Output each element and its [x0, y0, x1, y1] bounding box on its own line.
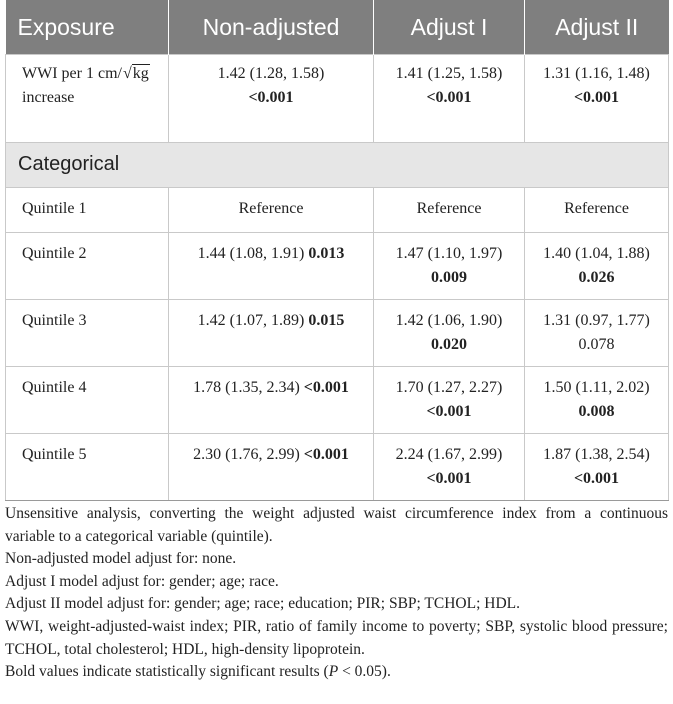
cell-estimate: 1.42 (1.28, 1.58)	[217, 65, 325, 82]
cell-p-value: <0.001	[303, 379, 349, 396]
header-row	[6, 0, 669, 55]
cell-p-value: 0.020	[431, 336, 467, 353]
cell-p-value: <0.001	[426, 470, 472, 487]
note-bold-p: P	[328, 663, 339, 681]
cell-estimate: 1.70 (1.27, 2.27)	[395, 379, 503, 396]
cell-p-value: <0.001	[426, 89, 472, 106]
quintile-label: Quintile 5	[6, 434, 169, 501]
cell-estimate: 2.30 (1.76, 2.99)	[193, 446, 300, 463]
header-adjust-2: Adjust II	[525, 0, 669, 55]
cell-p-value: <0.001	[573, 89, 620, 106]
note-adjust-1: Adjust I model adjust for: gender; age; race.	[5, 572, 279, 590]
cell-estimate: 2.24 (1.67, 2.99)	[395, 446, 503, 463]
cell-p-value: <0.001	[426, 403, 472, 420]
note-bold-suffix: < 0.05).	[338, 663, 391, 681]
estimate-cell	[169, 367, 374, 434]
wwi-label-root: kg	[132, 65, 149, 82]
reference-cell: Reference	[374, 188, 525, 233]
wwi-label-prefix: WWI per 1 cm/	[22, 65, 122, 82]
quintile-row	[6, 434, 669, 501]
quintile-label: Quintile 1	[6, 188, 169, 233]
cell-estimate: 1.44 (1.08, 1.91)	[197, 245, 305, 262]
header-exposure: Exposure	[6, 0, 169, 55]
table-footnotes	[5, 503, 668, 684]
note-bold-values	[5, 661, 668, 684]
cell-p-value: 0.026	[578, 269, 615, 286]
wwi-adjust-1	[374, 55, 525, 143]
estimate-cell	[169, 434, 374, 501]
results-table	[5, 0, 669, 501]
estimate-cell	[525, 233, 669, 300]
estimate-cell	[525, 300, 669, 367]
cell-estimate: 1.42 (1.06, 1.90)	[395, 312, 503, 329]
quintile-1-row	[6, 188, 669, 233]
estimate-cell	[169, 300, 374, 367]
cell-p-value: 0.078	[578, 336, 615, 353]
note-bold-prefix: Bold values indicate statistically significant results (	[5, 663, 329, 681]
header-adjust-1: Adjust I	[374, 0, 525, 55]
estimate-cell	[374, 300, 525, 367]
estimate-cell	[525, 367, 669, 434]
cell-estimate: 1.78 (1.35, 2.34)	[193, 379, 300, 396]
wwi-row	[6, 55, 669, 143]
cell-estimate: 1.31 (0.97, 1.77)	[543, 312, 650, 329]
wwi-label-suffix: increase	[22, 89, 75, 106]
cell-p-value: <0.001	[248, 89, 294, 106]
quintile-row	[6, 233, 669, 300]
category-row	[6, 143, 669, 188]
cell-estimate: 1.31 (1.16, 1.48)	[543, 65, 650, 82]
quintile-body	[6, 233, 669, 501]
reference-cell: Reference	[525, 188, 669, 233]
quintile-label: Quintile 4	[6, 367, 169, 434]
wwi-non-adjusted	[169, 55, 374, 143]
quintile-row	[6, 367, 669, 434]
header-non-adjusted: Non-adjusted	[169, 0, 374, 55]
estimate-cell	[374, 367, 525, 434]
sqrt-symbol: √kg	[122, 65, 149, 82]
quintile-label: Quintile 3	[6, 300, 169, 367]
cell-p-value: 0.015	[308, 312, 345, 329]
wwi-adjust-2	[525, 55, 669, 143]
reference-cell: Reference	[169, 188, 374, 233]
note-nonadjusted: Non-adjusted model adjust for: none.	[5, 550, 237, 568]
estimate-cell	[169, 233, 374, 300]
cell-estimate: 1.87 (1.38, 2.54)	[543, 446, 650, 463]
wwi-label	[6, 55, 169, 143]
quintile-row	[6, 300, 669, 367]
cell-p-value: 0.013	[308, 245, 345, 262]
note-abbreviations: WWI, weight-adjusted-waist index; PIR, ratio of family income to poverty; SBP, systolic blood pressure; TCHOL, total cholesterol; HDL, high-density lipoprotein.	[5, 617, 668, 658]
estimate-cell	[525, 434, 669, 501]
estimate-cell	[374, 233, 525, 300]
cell-estimate: 1.42 (1.07, 1.89)	[197, 312, 305, 329]
cell-p-value: <0.001	[303, 446, 349, 463]
note-sensitivity: Unsensitive analysis, converting the weight adjusted waist circumference index from a continuous variable to a categorical variable (quintile).	[5, 505, 668, 545]
cell-estimate: 1.47 (1.10, 1.97)	[395, 245, 503, 262]
quintile-label: Quintile 2	[6, 233, 169, 300]
cell-p-value: 0.009	[431, 269, 467, 286]
cell-p-value: 0.008	[578, 403, 615, 420]
estimate-cell	[374, 434, 525, 501]
note-adjust-2: Adjust II model adjust for: gender; age; race; education; PIR; SBP; TCHOL; HDL.	[5, 595, 520, 613]
cell-estimate: 1.41 (1.25, 1.58)	[395, 65, 503, 82]
cell-estimate: 1.40 (1.04, 1.88)	[543, 245, 650, 262]
cell-estimate: 1.50 (1.11, 2.02)	[543, 379, 650, 396]
cell-p-value: <0.001	[573, 470, 620, 487]
category-label: Categorical	[6, 143, 669, 188]
